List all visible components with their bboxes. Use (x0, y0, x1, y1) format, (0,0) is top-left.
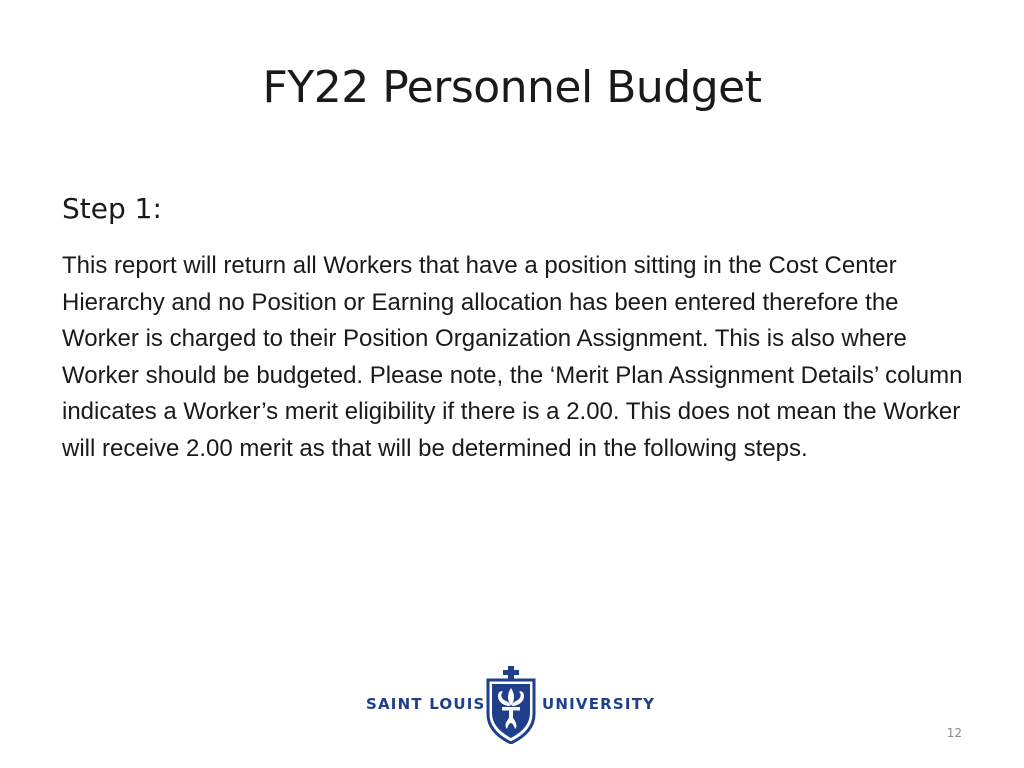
step-heading: Step 1: (62, 192, 162, 225)
page-title: FY22 Personnel Budget (262, 62, 762, 113)
page-number: 12 (946, 726, 962, 740)
body-paragraph: This report will return all Workers that have a position sitting in the Cost Center Hierarchy and no Position or Earning allocation has been entered therefore the Worker is charged to their Position Organization Assignment. This is also where Worker should be budgeted. Please note, the ‘Merit Plan Assignment Details’ column indicates a Worker’s merit eligibility if there is a 2.00. This does not mean the Worker will receive 2.00 merit as that will be determined in the following steps. (62, 252, 963, 462)
logo-text-university: UNIVERSITY (542, 695, 656, 713)
logo-text-saint-louis: SAINT LOUIS (366, 695, 486, 713)
university-logo (366, 666, 658, 744)
fleur-de-lis-shield-icon (484, 666, 538, 744)
